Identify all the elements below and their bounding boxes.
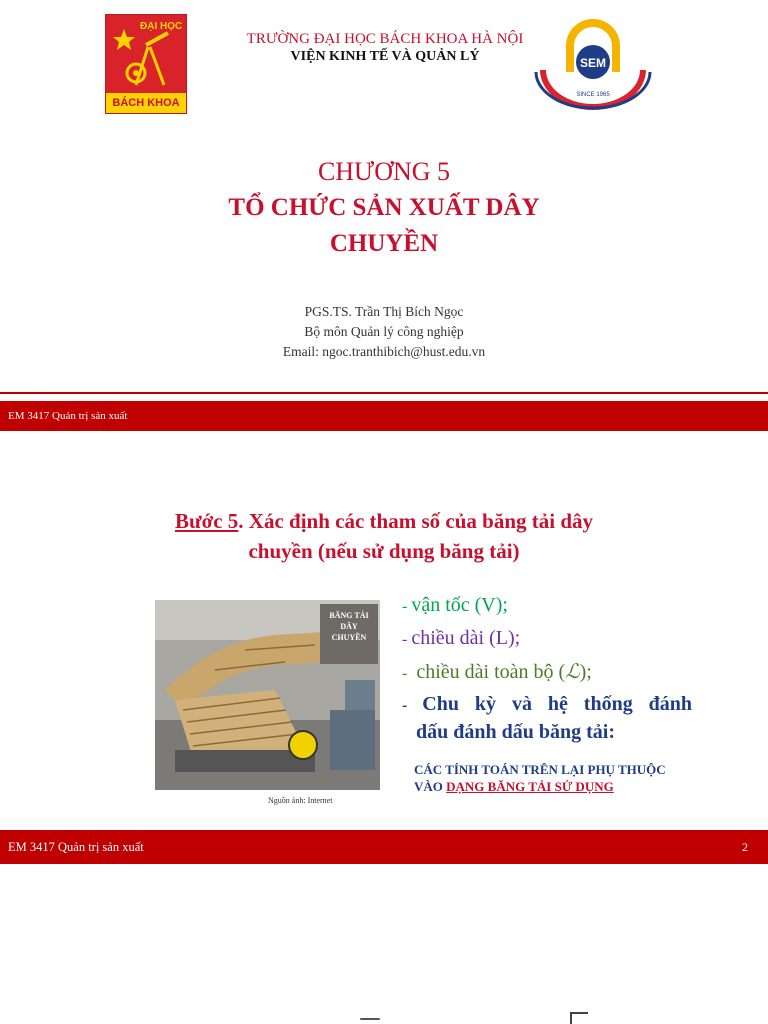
image-caption-line2: DÂY bbox=[340, 622, 358, 631]
logo-bottom-band bbox=[106, 93, 186, 113]
sem-since: SINCE 1965 bbox=[576, 92, 610, 98]
department: Bộ môn Quản lý công nghiệp bbox=[304, 324, 464, 339]
bullet-total-length-text: chiều dài toàn bộ ( bbox=[416, 661, 566, 683]
sem-text: SEM bbox=[579, 56, 607, 70]
image-caption-line1: BĂNG TẢI bbox=[329, 611, 369, 620]
step-label: Bước 5 bbox=[174, 509, 239, 533]
image-caption-box bbox=[320, 610, 378, 643]
note-line1: CÁC TÍNH TOÁN TRÊN LẠI PHỤ THUỘC bbox=[414, 762, 666, 777]
bullet-cycle: - Chu kỳ và hệ thống đánh dấu đánh dấu băng tải: bbox=[402, 693, 693, 743]
author-name: PGS.TS. Trần Thị Bích Ngọc bbox=[304, 304, 464, 319]
university-name: TRƯỜNG ĐẠI HỌC BÁCH KHOA HÀ NỘI bbox=[246, 31, 524, 47]
slide-divider-line bbox=[0, 392, 768, 394]
header-text bbox=[190, 30, 580, 66]
note-line2-prefix: VÀO bbox=[414, 779, 447, 794]
sem-emblem-icon bbox=[528, 14, 658, 110]
step-heading bbox=[84, 506, 684, 566]
institute-name: VIỆN KINH TẾ VÀ QUẢN LÝ bbox=[290, 49, 480, 64]
footer-course-1: EM 3417 Quản trị sản xuất bbox=[8, 410, 128, 422]
footer-bar-1 bbox=[0, 401, 768, 431]
conveyor-image bbox=[155, 600, 380, 790]
bach-khoa-logo bbox=[105, 14, 187, 114]
footer-bar-2 bbox=[0, 830, 768, 864]
author-info bbox=[184, 302, 584, 362]
chapter-title-line1: TỔ CHỨC SẢN XUẤT DÂY bbox=[228, 194, 540, 221]
partial-mark-1 bbox=[360, 1018, 380, 1020]
conveyor-type-link[interactable]: DẠNG BĂNG TẢI SỬ DỤNG bbox=[446, 779, 614, 794]
step-heading-line2: chuyền (nếu sử dụng băng tải) bbox=[248, 539, 520, 563]
bullet-velocity-text: vận tốc (V); bbox=[411, 594, 508, 616]
step-heading-line1 bbox=[84, 506, 684, 536]
length-symbol: ℒ bbox=[565, 661, 580, 683]
email: Email: ngoc.tranthibich@hust.edu.vn bbox=[282, 344, 486, 359]
step-heading-rest: . Xác định các tham số của băng tải dây bbox=[238, 509, 593, 533]
bullet-velocity: - vận tốc (V); bbox=[402, 594, 508, 616]
chapter-title-line2: CHUYỀN bbox=[329, 230, 439, 257]
dependency-note bbox=[414, 761, 666, 795]
image-source-label: Nguồn ảnh: bbox=[268, 796, 306, 805]
bullet-cycle-text2: dấu đánh dấu băng tải: bbox=[416, 721, 615, 743]
image-caption-line3: CHUYỀN bbox=[331, 633, 367, 642]
sem-logo bbox=[528, 14, 658, 110]
bullet-cycle-text: Chu kỳ và hệ thống đánh bbox=[422, 693, 693, 715]
bullet-total-length-end: ); bbox=[579, 661, 592, 683]
chapter-number: CHƯƠNG 5 bbox=[317, 157, 451, 186]
logo-top-text: ĐẠI HỌC bbox=[140, 21, 183, 32]
bullet-total-length: - chiều dài toàn bộ (ℒ); bbox=[402, 661, 592, 683]
footer-course-2: EM 3417 Quản trị sản xuất bbox=[8, 840, 144, 854]
bullet-length: - chiều dài (L); bbox=[402, 627, 521, 649]
partial-mark-3 bbox=[570, 1012, 588, 1014]
image-source-value: Internet bbox=[307, 796, 333, 805]
chapter-title bbox=[134, 154, 634, 262]
image-source bbox=[268, 796, 332, 805]
logo-bottom-text: BÁCH KHOA bbox=[112, 97, 180, 109]
bullet-length-text: chiều dài (L); bbox=[411, 627, 521, 649]
page-number: 2 bbox=[742, 840, 748, 854]
slide-1 bbox=[0, 0, 768, 392]
